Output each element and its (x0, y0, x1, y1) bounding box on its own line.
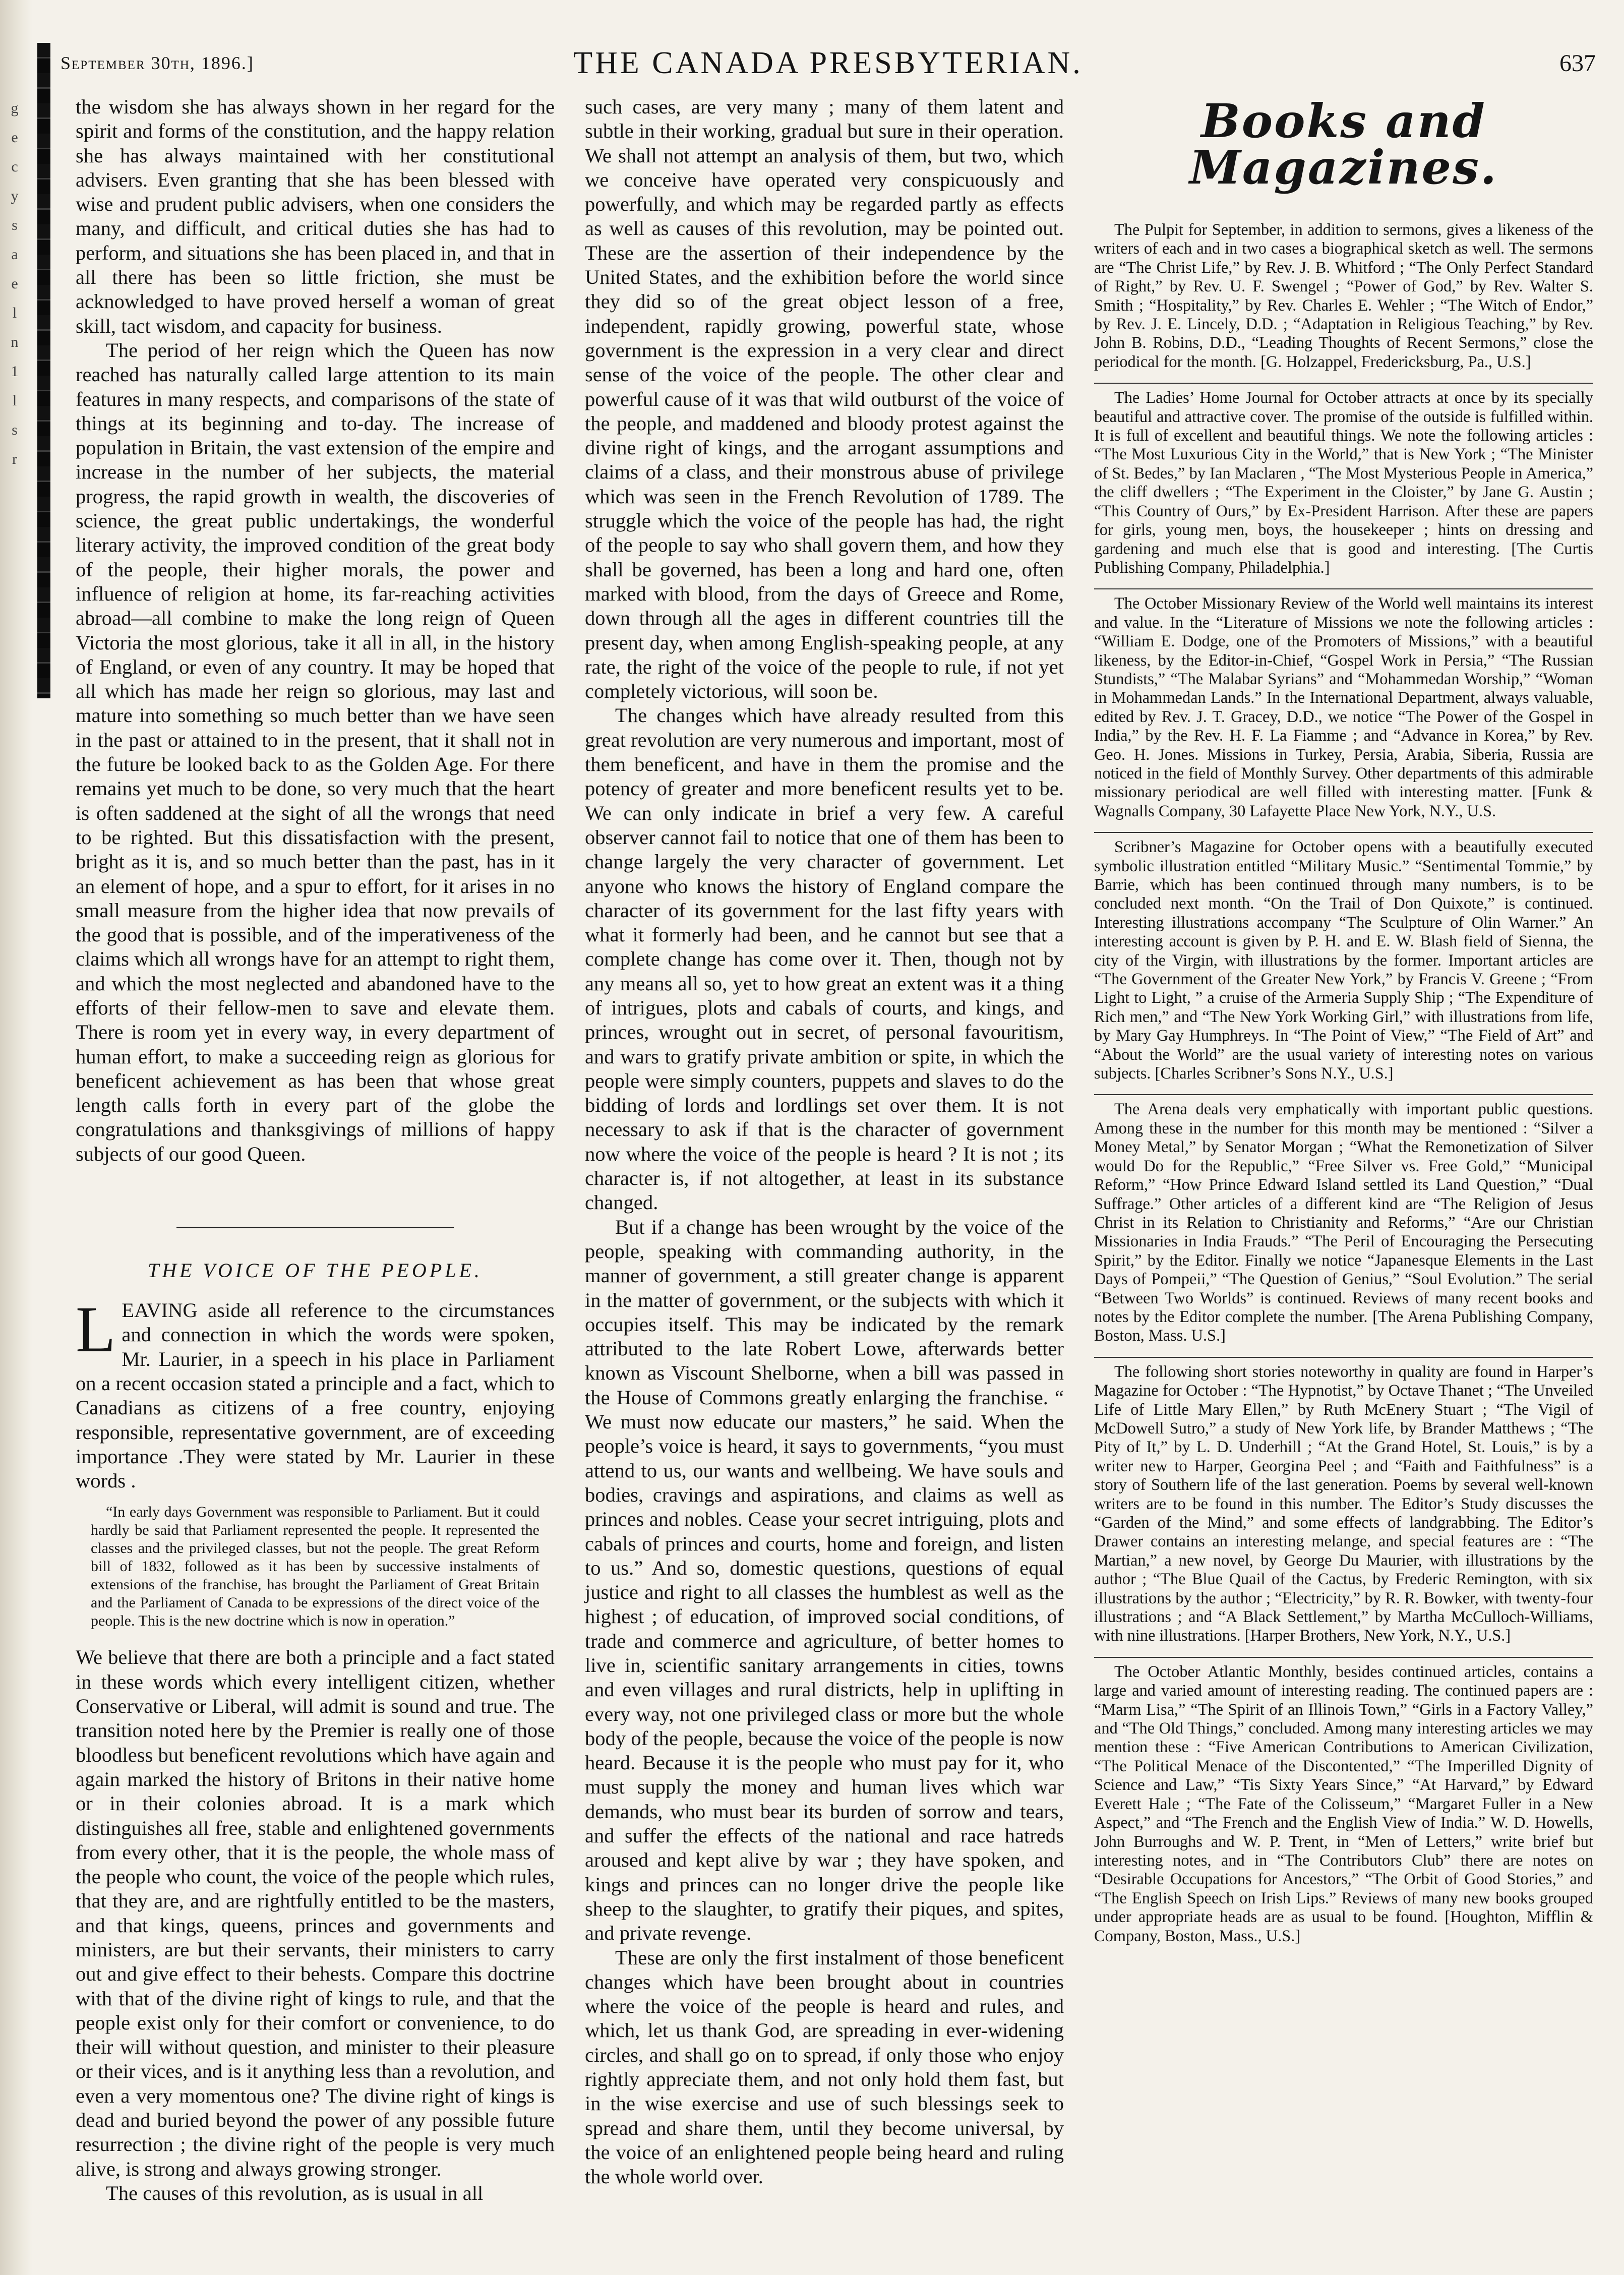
margin-glyph: 1 (11, 363, 19, 380)
paragraph: such cases, are very many ; many of them latent and subtle in their working, gradual but sure in their operation. We shall not attempt an analysis of them, but two, which we conceive have operated very conspicuously and powerfully, and which may be regarded partly as effects as well as causes of this revolution, may be pointed out. These are the assertion of their independence by the United States, and the exhibition before the world since they did so of the great object lesson of a free, independent, rapidly growing, powerful state, whose government is the expression in a very clear and direct sense of the voice of the people. The other clear and powerful cause of it was that wild outburst of the voice of the people, and maddened and bloody protest against the divine right of kings, and the arrogant assumptions and claims of a class, and their monstrous abuse of privilege which was seen in the French Revolution of 1789. The struggle which the voice of the people has had, the right of the people to say who shall govern them, and how they shall be governed, has been a long and hard one, often marked with blood, from the days of Greece and Rome, down through all the ages in different countries till the present day, when among English-speaking people, at any rate, the right of the voice of the people to rule, if not yet completely victorious, will soon be. (585, 95, 1064, 703)
margin-fragments (7, 101, 22, 807)
binding-strip (37, 43, 50, 698)
margin-glyph: s (12, 217, 18, 233)
margin-glyph: e (11, 129, 18, 146)
review-text: Scribner’s Magazine for October opens with a beautifully executed symbolic illustration entitled “Military Music.” “Sentimental Tommie,” by Barrie, which has been continued through many numbers, is to be concluded next month. “On the Trail of Don Quixote,” is continued. Interesting illustrations accompany “The Sculpture of Olin Warner.” An interesting account is given by P. H. and E. W. Blash field of Sienna, the city of the Virgin, with illustrations by the former. Important articles are “The Government of the Greater New York,” by Francis V. Greene ; “From Light to Light, ” a cruise of the Armeria Supply Ship ; “The Expenditure of Rich men,” and “The New York Working Girl,” with illustrations from life, by Mary Gay Humphreys. In “The Point of View,” “The Field of Art” and “About the World” are the usual variety of interesting notes on various subjects. [Charles Scribner’s Sons N.Y., U.S.] (1094, 838, 1593, 1083)
review-item (1094, 589, 1593, 833)
review-text: The Ladies’ Home Journal for October attracts at once by its specially beautiful and attractive cover. The promise of the outside is fulfilled within. It is full of excellent and beautiful things. We note the following articles : “The Most Luxurious City in the World,” that is New York ; “The Minister of St. Bedes,” by Ian Maclaren , “The Most Mysterious People in America,” the cliff dwellers ; “The Experiment in the Cloister,” by Jane G. Austin ; “This Country of Ours,” by Ex-President Harrison. After these are papers for girls, young men, boys, the housekeeper ; hints on dressing and gardening and much else that is good and interesting. [The Curtis Publishing Company, Philadelphia.] (1094, 389, 1593, 577)
margin-glyph: n (11, 334, 19, 350)
margin-glyph: s (12, 422, 18, 438)
margin-glyph: c (11, 158, 18, 175)
quotation-text: “In early days Government was responsible to Parliament. But it could hardly be said that Parliament represented the people. It represented the classes and the privileged classes, but not the people. The great Reform bill of 1832, followed as it has been by successive instalments of extensions of the franchise, has brought the Parliament of Great Britain and the Parliament of Canada to be expressions of the direct voice of the people. This is the new doctrine which is now in operation.” (91, 1504, 539, 1630)
paragraph: The changes which have already resulted from this great revolution are very numerous and important, most of them beneficent, and have in them the promise and the potency of greater and more beneficent results yet to be. We can only indicate in brief a very few. A careful observer cannot fail to notice that one of them has been to change largely the very character of government. Let anyone who knows the history of England compare the character of its government for the last fifty years with what it formerly had been, and he cannot but see that a complete change has come over it. Then, though not by any means all so, yet to how great an extent was it a thing of intrigues, plots and cabals of courts, and kings, and princes, wrought out in secret, of personal favouritism, and wars to gratify private ambition or spite, in which the people were simply counters, puppets and slaves to do the bidding of lords and lordlings set over them. It is not necessary to ask if that is the character of government now where the voice of the people is heard ? It is not ; its character is, if not altogether, at least in its substance changed. (585, 704, 1064, 1214)
article-title: THE VOICE OF THE PEOPLE. (148, 1259, 483, 1282)
margin-glyph: a (11, 246, 18, 263)
drop-cap: L (76, 1293, 116, 1366)
quotation-block (76, 1503, 555, 1630)
publication-title: THE CANADA PRESBYTERIAN. (573, 46, 1083, 80)
review-item (1094, 216, 1593, 384)
column-3 (1094, 95, 1593, 1957)
review-item (1094, 1095, 1593, 1357)
review-text: The October Atlantic Monthly, besides continued articles, contains a large and varied amount of interesting reading. The continued papers are : “Marm Lisa,” “The Spirit of an Illinois Town,” “Girls in a Factory Valley,” and “The Old Things,” concluded. Among many interesting articles we may mention these : “Five American Contributions to American Civilization, “The Political Menace of the Discontented,” “The Imperilled Dignity of Science and Law,” “Tis Sixty Years Since,” “At Harvard,” by Edward Everett Hale ; “The Fate of the Colisseum,” “Margaret Fuller in a New Aspect,” and “The French and the English View of India.” W. D. Howells, John Burroughs and W. P. Trent, in “Men of Letters,” write brief but interesting notes, and in “The Contributors Club” there are notes on “Desirable Occupations for Ancestors,” “The Orbit of Good Stories,” and “The English Speech on Irish Lips.” Reviews of many new books grouped under appropriate heads are as usual to be found. [Houghton, Mifflin & Company, Boston, Mass., U.S.] (1094, 1662, 1593, 1945)
margin-glyph: l (12, 305, 17, 321)
section-title: Books and Magazines. (1189, 94, 1498, 195)
review-item (1094, 1358, 1593, 1658)
article-separator (176, 1227, 454, 1228)
margin-glyph: r (12, 451, 17, 467)
paragraph: But if a change has been wrought by the voice of the people, speaking with commanding authority, in the manner of government, a still greater change is apparent in the matter of government, or the subjects with which it occupies itself. This may be indicated by the remark attributed to the late Robert Lowe, afterwards better known as Viscount Shelborne, when a bill was passed in the House of Commons greatly enlarging the franchise. “ We must now educate our masters,” he said. When the people’s voice is heard, it says to governments, “you must attend to us, our wants and wellbeing. We have souls and bodies, cravings and aspirations, and claims as well as princes and nobles. Cease your secret intriguing, plots and cabals of princes and courts, home and foreign, and listen to us.” And so, domestic questions, questions of equal justice and right to all classes the humblest as well as the highest ; of education, of improved social conditions, of trade and commerce and agriculture, of better homes to live in, scientific sanitary arrangements in cities, towns and even villages and rural districts, help in uplifting in every way, not one privileged class or more but the whole body of the people, because the voice of the people is now heard. Because it is the people who must pay for it, who must supply the money and human lives which war demands, who must bear its burden of sorrow and tears, and suffer the effects of the national and race hatreds aroused and kept alive by war ; they have spoken, and kings and princes can no longer drive the people like sheep to the slaughter, to gratify their piques, and spites, and private revenge. (585, 1215, 1064, 1945)
review-text: The October Missionary Review of the World well maintains its interest and value. In the “Literature of Missions we note the following articles : “William E. Dodge, one of the Promoters of Missions,” with a beautiful likeness, by the Editor-in-Chief, “Gospel Work in Persia,” “The Russian Stundists,” “The Malabar Syrians” and “Mohammedan Worship,” “Woman in Mohammedan Lands.” In the International Department, always valuable, edited by Rev. J. T. Gracey, D.D., we notice “The Power of the Gospel in India,” by the Rev. H. F. La Fiamme ; and “Advance in Korea,” by Rev. Geo. H. Jones. Missions in Turkey, Persia, Arabia, Siberia, Russia are noticed in the field of Monthly Survey. Other departments of this admirable missionary periodical are well filled with interesting matter. [Funk & Wagnalls Company, 30 Lafayette Place New York, N.Y., U.S. (1094, 594, 1593, 820)
paragraph: the wisdom she has always shown in her regard for the spirit and forms of the constitution, and the happy relation she has always maintained with her constitutional advisers. Even granting that she has been blessed with wise and prudent public advisers, when one considers the many, and difficult, and critical duties she has had to perform, and situations she has been placed in, and that in all there has been so little friction, she must be acknowledged to have proved herself a woman of great skill, tact wisdom, and capacity for business. (76, 95, 555, 337)
margin-glyph: g (11, 100, 19, 116)
page-number: 637 (1559, 50, 1596, 77)
paragraph: These are only the first instalment of those beneficent changes which have been brought about in countries where the voice of the people is heard and rules, and which, let us thank God, are spreading in ever-widening circles, and shall go on to spread, if only those who enjoy rightly appreciate them, and not only hold them fast, but in the wise exercise and use of such blessings seek to spread and share them, until they become universal, by the voice of an enlightened people being heard and ruling the whole world over. (585, 1946, 1064, 2188)
margin-glyph: l (12, 392, 17, 409)
review-item (1094, 384, 1593, 589)
lead-text: EAVING aside all reference to the circumstances and connection in which the words were spoken, Mr. Laurier, in a speech in his place in Parliament on a recent occasion stated a principle and a fact, which to Canadians as citizens of a free country, enjoying responsible, representative government, are of exceeding importance .They were stated by Mr. Laurier in these words . (76, 1299, 555, 1492)
paragraph: The period of her reign which the Queen has now reached has naturally called large attention to its main features in many respects, and comparisons of the state of things at its beginning and to-day. The increase of population in Britain, the vast extension of the empire and increase in the number of her subjects, the material progress, the rapid growth in wealth, the discoveries of science, the great public undertakings, the wonderful literary activity, the improved condition of the great body of the people, their higher morals, the power and influence of religion at home, its far-reaching activities abroad—all combine to make the long reign of Queen Victoria the most glorious, take it all in all, in the history of England, or even of any country. It may be hoped that all which has made her reign so glorious, may last and mature into something so much better than we have seen in the past or attained to in the present, that it shall not in the future be looked back to as the Golden Age. For there remains yet much to be done, so very much that the heart is often saddened at the sight of all the wrongs that need to be righted. But this dissatisfaction with the present, bright as it is, and so much better than the past, has in it an element of hope, and a spur to effort, for it arises in no small measure from the higher idea that now prevails of the good that is possible, and of the imperativeness of the claims which all wrongs have for an attempt to right them, and which the most neglected and abandoned have to the efforts of their fellow-men to save and elevate them. There is room yet in every way, in every department of human effort, to make a succeeding reign as glorious for beneficent achievement as has been that whose great length calls forth in every part of the globe the congratulations and thanksgivings of millions of happy subjects of our good Queen. (76, 338, 555, 1165)
review-text: The following short stories noteworthy in quality are found in Harper’s Magazine for October : “The Hypnotist,” by Octave Thanet ; “The Unveiled Life of Little Mary Ellen,” by Ruth McEnery Stuart ; “The Vigil of McDowell Sutro,” a study of New York life, by Brander Matthews ; “The Pity of It,” by L. D. Underhill ; “At the Grand Hotel, St. Louis,” is by a writer new to Harper, Georgina Peel ; and “Faith and Faithfulness” is a story of Southern life of the last generation. Poems by several well-known writers are to be found in this number. The Editor’s Study discusses the “Garden of the Mind,” and some effects of landgrabbing. The Editor’s Drawer contains an interesting melange, and special features are : “The Martian,” a new novel, by George Du Maurier, with illustrations by the author ; “The Blue Quail of the Cactus, by Frederic Remington, with six illustrations by the author ; “Electricity,” by R. R. Bowker, with twenty-four illustrations ; and “A Black Settlement,” by Martha McCulloch-Williams, with nine illustrations. [Harper Brothers, New York, N.Y., U.S.] (1094, 1362, 1593, 1645)
review-text: The Pulpit for September, in addition to sermons, gives a likeness of the writers of each and in two cases a biographical sketch as well. The sermons are “The Christ Life,” by Rev. J. B. Whitford ; “The Only Perfect Standard of Right,” by Rev. U. F. Swengel ; “Power of God,” by Rev. Walter S. Smith ; “Hospitality,” by Rev. Charles E. Wehler ; “The Witch of Endor,” by Rev. J. E. Lincely, D.D. ; “Adaptation in Religious Teaching,” by Rev. John B. Robins, D.D., “Leading Thoughts of Recent Sermons,” close the periodical for the month. [G. Holzappel, Fredericksburg, Pa., U.S.] (1094, 221, 1593, 371)
margin-glyph: y (11, 188, 19, 204)
issue-date: September 30th, 1896.] (61, 53, 254, 73)
margin-glyph: e (11, 275, 18, 292)
review-item (1094, 1658, 1593, 1957)
column-1 (76, 95, 555, 2205)
column-2 (585, 95, 1064, 2189)
review-text: The Arena deals very emphatically with important public questions. Among these in the number for this month may be mentioned : “Silver a Money Metal,” by Senator Morgan ; “What the Remonetization of Silver would Do for the Republic,” “Free Silver vs. Free Gold,” “Municipal Reform,” “How Prince Edward Island settled its Land Question,” “Dual Suffrage.” Other articles of a different kind are “The Religion of Jesus Christ in its Relation to Christianity and Reforms,” “Are our Christian Missionaries in India Frauds.” “The Peril of Encouraging the Persecuting Spirit,” by the Editor. Finally we notice “Japanesque Elements in the Last Days of Pompeii,” “The Question of Genius,” “Soul Evolution.” The serial “Between Two Worlds” is continued. Reviews of many recent books and notes by the Editor complete the number. [The Arena Publishing Company, Boston, Mass. U.S.] (1094, 1100, 1593, 1345)
paragraph: We believe that there are both a principle and a fact stated in these words which every intelligent citizen, whether Conservative or Liberal, will admit is sound and true. The transition noted here by the Premier is really one of those bloodless but beneficent revolutions which have again and again marked the history of Britons in their native home or in their colonies abroad. It is a mark which distinguishes all free, stable and enlightened governments from every other, that it is the people, the whole mass of the people who count, the voice of the people which rules, that they are, and are rightfully entitled to be the masters, and that kings, queens, princes and governments and ministers, are but their servants, their ministers to carry out and give effect to their behests. Compare this doctrine with that of the divine right of kings to rule, and that the people exist only for their comfort or convenience, to do their will without question, and minister to their pleasure or their vices, and is it anything less than a revolution, and even a very momentous one? The divine right of kings is dead and buried beyond the power of any possible future resurrection ; the divine right of the people is very much alive, is strong and always growing stronger. (76, 1646, 555, 2180)
lead-paragraph (76, 1293, 555, 1493)
page-header (61, 45, 1596, 87)
paragraph: The causes of this revolution, as is usual in all (106, 2181, 484, 2204)
review-item (1094, 833, 1593, 1095)
